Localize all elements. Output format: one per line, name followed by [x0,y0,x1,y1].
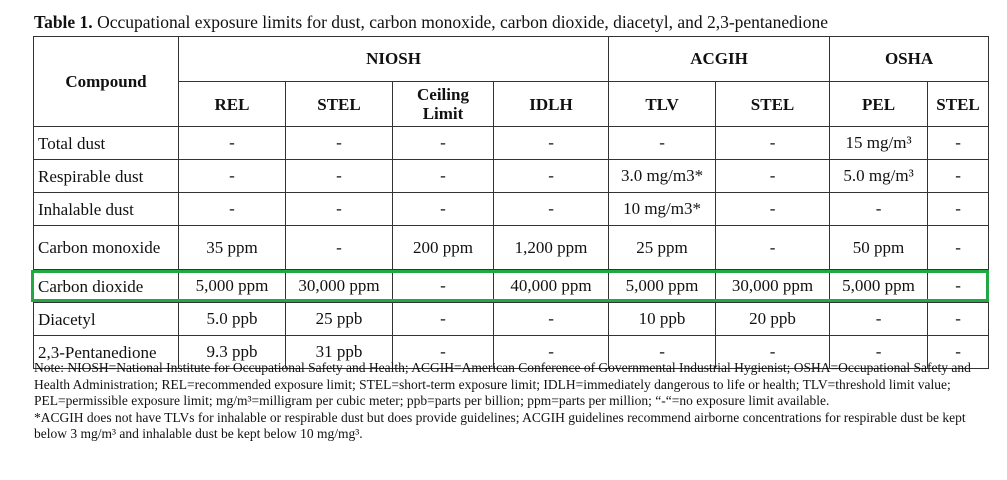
value-cell: - [830,193,928,226]
value-cell: - [494,336,609,369]
value-cell: - [716,160,830,193]
table-notes [34,360,994,443]
column-header-ceiling-limit: Ceiling Limit [393,82,494,127]
value-cell: - [494,303,609,336]
column-header-osha-stel: STEL [928,82,989,127]
value-cell: - [393,270,494,303]
value-cell: - [393,193,494,226]
value-cell: - [716,336,830,369]
value-cell: - [393,303,494,336]
value-cell: - [179,193,286,226]
value-cell: 25 ppb [286,303,393,336]
value-cell: - [928,226,989,270]
column-header-niosh-stel: STEL [286,82,393,127]
table-row [34,193,989,226]
value-cell: 3.0 mg/m3* [609,160,716,193]
value-cell: - [286,226,393,270]
value-cell: - [928,303,989,336]
value-cell: 35 ppm [179,226,286,270]
table-row [34,160,989,193]
table-caption [34,12,994,33]
value-cell: - [494,193,609,226]
column-header-tlv: TLV [609,82,716,127]
value-cell: - [393,160,494,193]
value-cell: 5,000 ppm [609,270,716,303]
compound-cell: Inhalable dust [34,193,179,226]
compound-cell: 2,3-Pentanedione [34,336,179,369]
value-cell: - [494,160,609,193]
value-cell: 31 ppb [286,336,393,369]
value-cell: 25 ppm [609,226,716,270]
compound-cell: Carbon monoxide [34,226,179,270]
exposure-limits-table [33,36,989,369]
value-cell: 40,000 ppm [494,270,609,303]
value-cell: - [286,127,393,160]
abbreviation-note: Note: NIOSH=National Institute for Occupational Safety and Health; ACGIH=American Conference of Governmental Industrial Hygienist; OSHA=Occupational Safety and Health Administration; REL=recommended exposure limit; STEL=short-term exposure limit; IDLH=immediately dangerous to life or health; TLV=threshold limit value; PEL=permissible exposure limit; mg/m³=milligram per cubic meter; ppb=parts per billion; ppm=parts per million; “-“=no exposure limit available. [34,360,971,408]
value-cell: 20 ppb [716,303,830,336]
value-cell: - [928,193,989,226]
value-cell: 5.0 mg/m³ [830,160,928,193]
value-cell: - [928,127,989,160]
value-cell: - [494,127,609,160]
caption-text: Occupational exposure limits for dust, carbon monoxide, carbon dioxide, diacetyl, and 2,3-pentanedione [97,12,828,32]
value-cell: - [609,336,716,369]
compound-cell: Total dust [34,127,179,160]
value-cell: - [393,127,494,160]
value-cell: 50 ppm [830,226,928,270]
value-cell: - [286,160,393,193]
column-header-pel: PEL [830,82,928,127]
value-cell: - [928,270,989,303]
value-cell: 10 mg/m3* [609,193,716,226]
table-row [34,270,989,303]
value-cell: - [928,160,989,193]
value-cell: - [716,127,830,160]
compound-cell: Carbon dioxide [34,270,179,303]
value-cell: - [609,127,716,160]
compound-cell: Diacetyl [34,303,179,336]
table-row [34,226,989,270]
acgih-footnote: *ACGIH does not have TLVs for inhalable or respirable dust but does provide guidelines; ACGIH guidelines recommend airborne concentrations for respirable dust be kept below 3 mg/m³ and inhalable dust be kept below 10 mg/mg³. [34,409,966,441]
value-cell: - [179,160,286,193]
table-row [34,303,989,336]
value-cell: - [830,303,928,336]
column-header-rel: REL [179,82,286,127]
value-cell: 30,000 ppm [716,270,830,303]
value-cell: - [179,127,286,160]
value-cell: - [928,336,989,369]
group-header-niosh: NIOSH [179,37,609,82]
table-row [34,127,989,160]
value-cell: 200 ppm [393,226,494,270]
value-cell: 15 mg/m³ [830,127,928,160]
compound-cell: Respirable dust [34,160,179,193]
group-header-acgih: ACGIH [609,37,830,82]
value-cell: - [716,193,830,226]
caption-label: Table 1. [34,12,93,32]
value-cell: 1,200 ppm [494,226,609,270]
value-cell: - [716,226,830,270]
column-header-idlh: IDLH [494,82,609,127]
column-header-acgih-stel: STEL [716,82,830,127]
value-cell: 5.0 ppb [179,303,286,336]
value-cell: 5,000 ppm [830,270,928,303]
value-cell: - [393,336,494,369]
value-cell: 10 ppb [609,303,716,336]
value-cell: - [830,336,928,369]
value-cell: 5,000 ppm [179,270,286,303]
value-cell: 30,000 ppm [286,270,393,303]
compound-header: Compound [34,37,179,127]
group-header-osha: OSHA [830,37,989,82]
value-cell: 9.3 ppb [179,336,286,369]
value-cell: - [286,193,393,226]
